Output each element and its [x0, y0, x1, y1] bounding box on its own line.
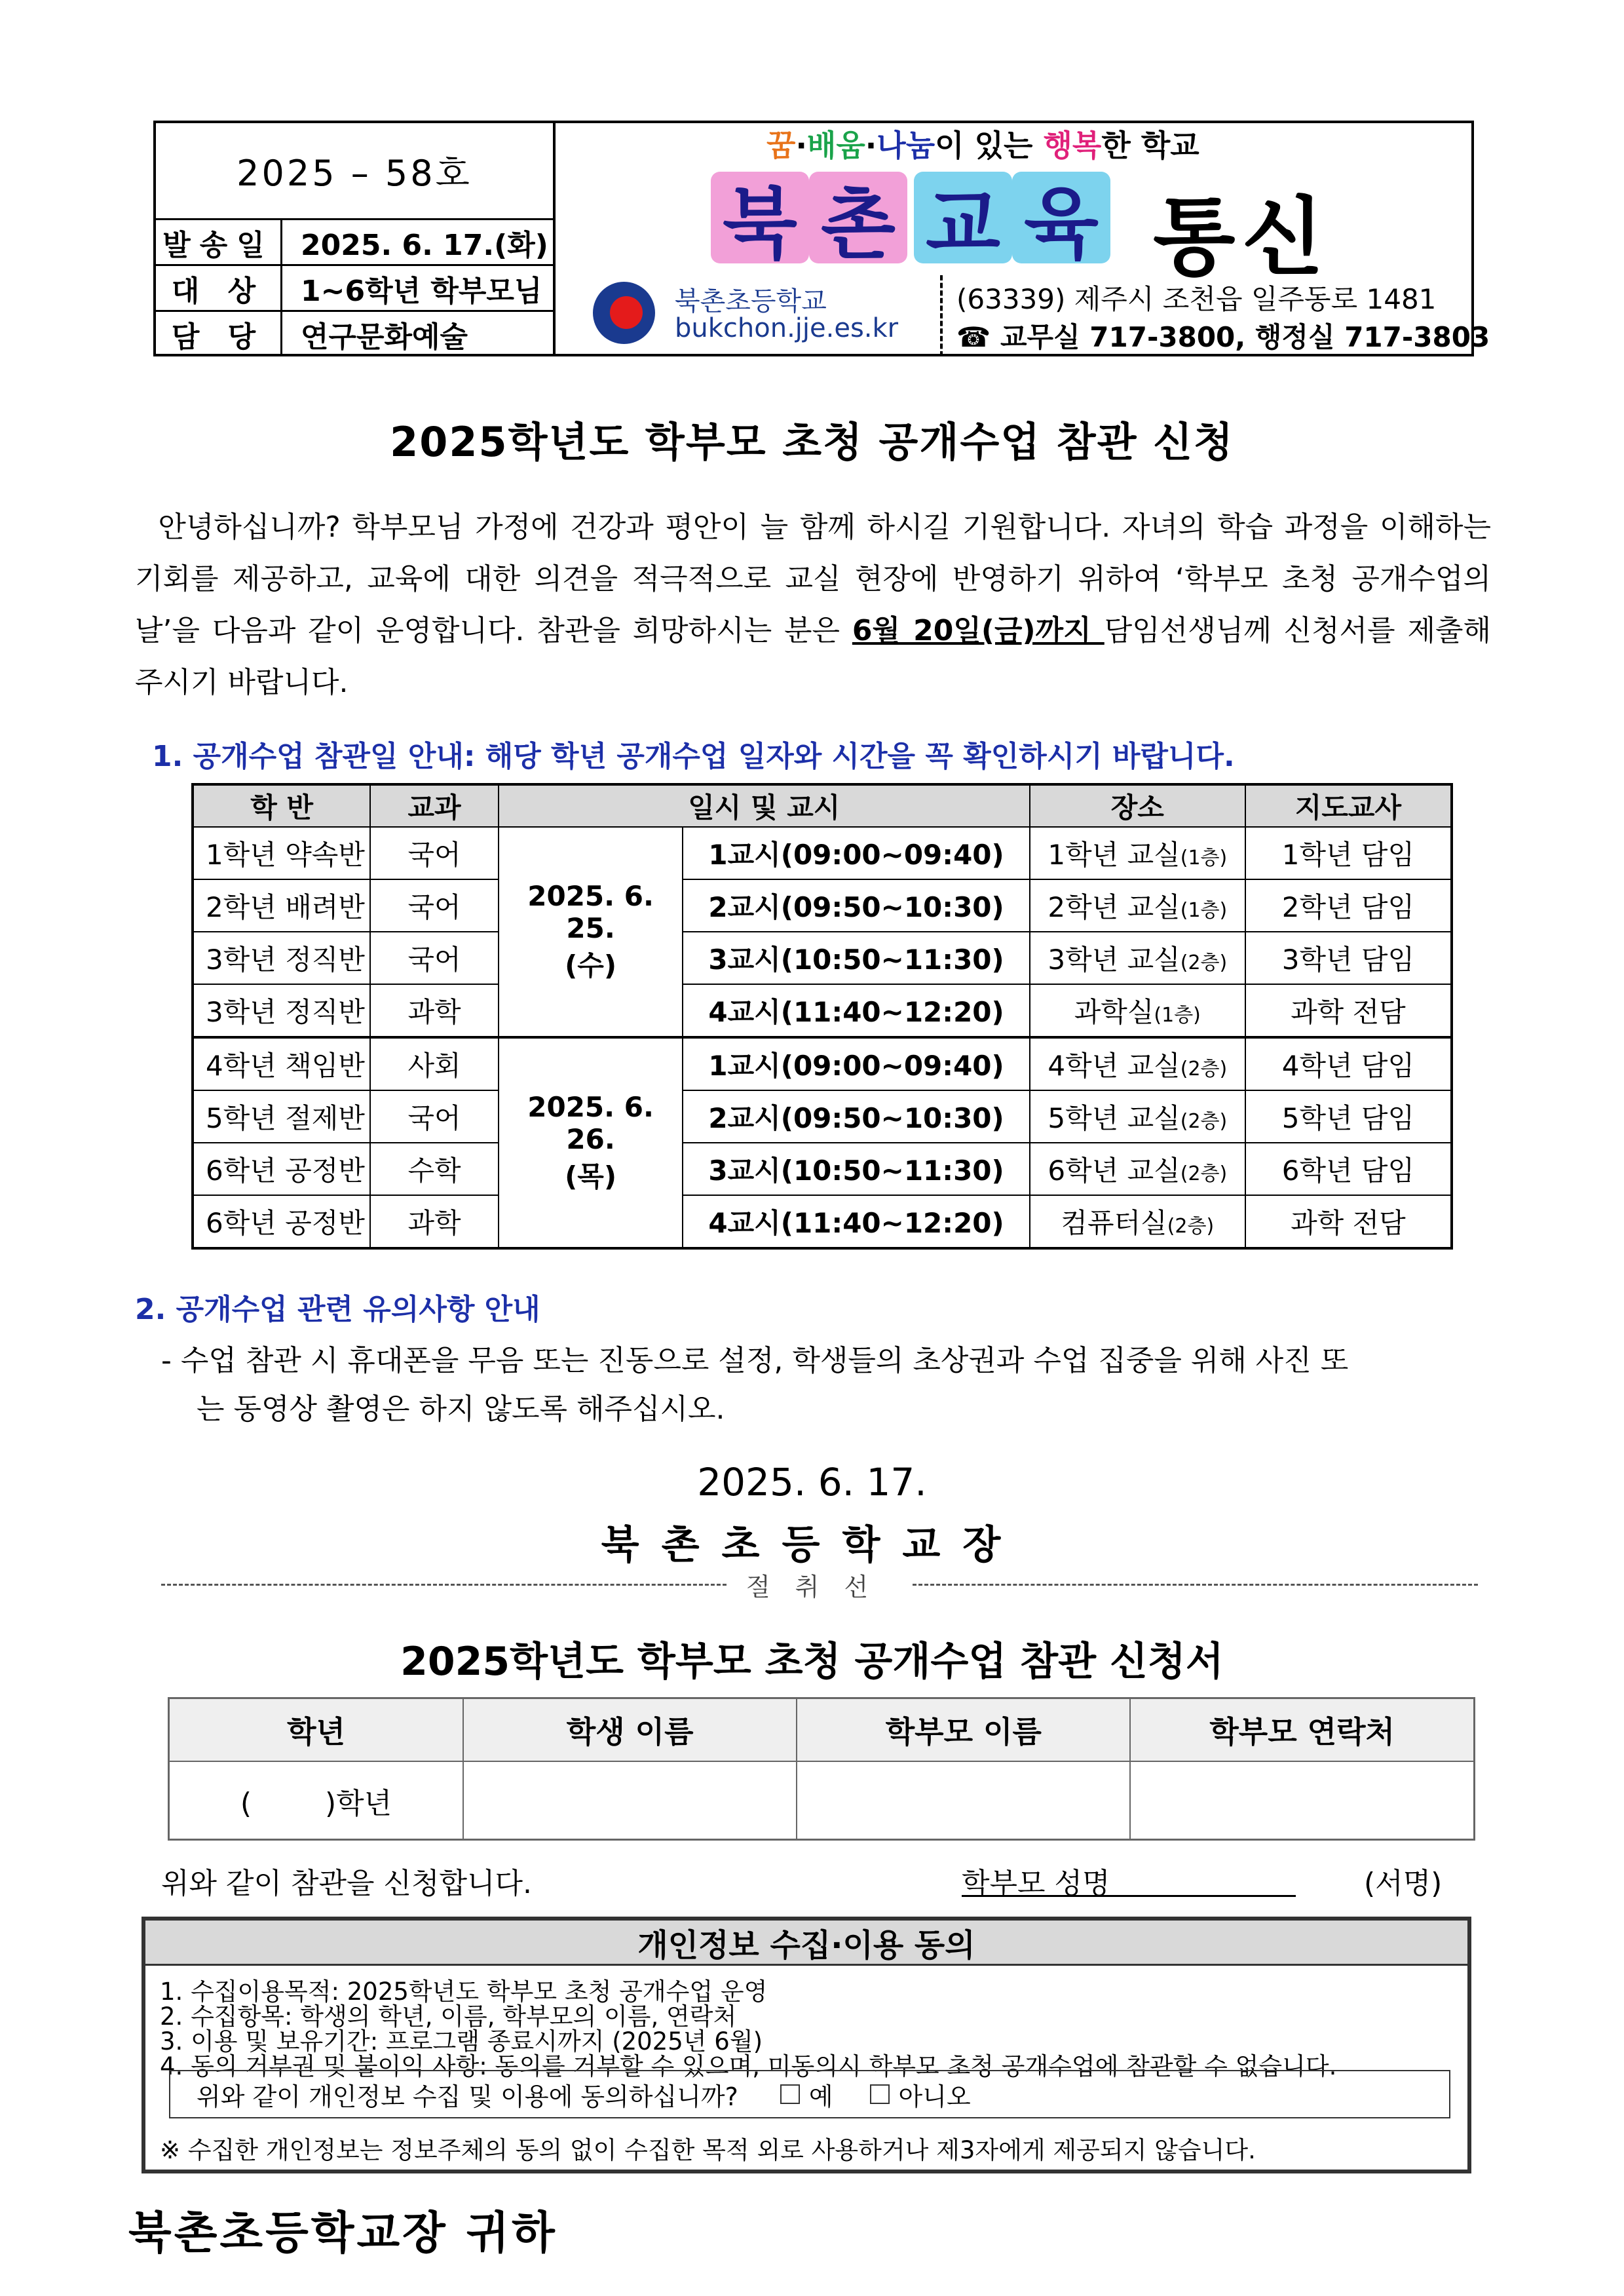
subject-cell: 수학 — [370, 1143, 499, 1195]
floor-text: (1층) — [1180, 899, 1228, 922]
table-row — [193, 879, 1452, 932]
date-cell — [499, 827, 683, 1037]
subject-cell: 국어 — [370, 932, 499, 984]
col-student-name: 학생 이름 — [463, 1698, 797, 1762]
table-row — [193, 1143, 1452, 1195]
class-cell: 3학년 정직반 — [193, 984, 370, 1037]
parent-name-field[interactable] — [797, 1761, 1130, 1840]
yes-checkbox[interactable] — [780, 2084, 800, 2104]
place-text: 3학년 교실 — [1048, 944, 1180, 976]
grade-field[interactable]: ( )학년 — [169, 1761, 464, 1840]
newsletter-title-tail: 통신 — [1153, 187, 1331, 287]
cut-line — [161, 1572, 1478, 1601]
subject-cell: 국어 — [370, 1090, 499, 1143]
privacy-item: 4. 동의 거부권 및 불이익 사항: 동의를 거부할 수 있으며, 미동의시 학부모 초청 공개수업에 참관할 수 없습니다. — [160, 2052, 1337, 2080]
period-cell: 4교시(11:40~12:20) — [683, 1195, 1029, 1248]
subject-cell: 과학 — [370, 1195, 499, 1248]
teacher-cell: 4학년 담임 — [1245, 1037, 1452, 1090]
place-cell — [1030, 984, 1245, 1037]
signature-line[interactable] — [962, 1895, 1296, 1897]
place-cell — [1030, 1195, 1245, 1248]
table-row — [193, 1037, 1452, 1090]
slogan-part: 배움 — [806, 128, 865, 163]
place-cell — [1030, 1037, 1245, 1090]
title-char-tile: 교 — [914, 172, 1012, 263]
yes-label: 예 — [808, 2082, 833, 2111]
teacher-cell: 과학 전담 — [1245, 1195, 1452, 1248]
title-char-tile: 북 — [711, 172, 809, 263]
place-cell — [1030, 932, 1245, 984]
apply-statement: 위와 같이 참관을 신청합니다. — [161, 1867, 532, 1900]
form-header-row — [169, 1698, 1475, 1762]
section-2-heading: 2. 공개수업 관련 유의사항 안내 — [135, 1293, 540, 1326]
school-slogan — [766, 122, 1199, 165]
period-cell: 1교시(09:00~09:40) — [683, 1037, 1029, 1090]
form-title: 2025학년도 학부모 초청 공개수업 참관 신청서 — [400, 1639, 1224, 1685]
place-cell — [1030, 827, 1245, 879]
target-row — [156, 264, 553, 310]
school-logo-icon — [593, 282, 655, 344]
date-cell — [499, 1037, 683, 1248]
place-text: 컴퓨터실 — [1061, 1207, 1167, 1239]
period-cell: 4교시(11:40~12:20) — [683, 984, 1029, 1037]
notice-line-1: - 수업 참관 시 휴대폰을 무음 또는 진동으로 설정, 학생들의 초상권과 수업 집중을 위해 사진 또 — [161, 1344, 1349, 1377]
privacy-item: 1. 수집이용목적: 2025학년도 학부모 초청 공개수업 운영 — [160, 1978, 768, 2006]
schedule-header-row — [193, 784, 1452, 827]
table-row — [193, 827, 1452, 879]
floor-text: (2층) — [1180, 951, 1228, 974]
class-cell: 5학년 절제반 — [193, 1090, 370, 1143]
place-text: 과학실 — [1074, 996, 1154, 1028]
title-char-tile: 육 — [1012, 172, 1110, 263]
privacy-item: 3. 이용 및 보유기간: 프로그램 종료시까지 (2025년 6월) — [160, 2027, 763, 2056]
col-place: 장소 — [1030, 784, 1245, 827]
principal-signature: 북촌초등학교장 — [601, 1522, 1023, 1568]
slogan-part: 행복 — [1043, 128, 1102, 163]
student-name-field[interactable] — [463, 1761, 797, 1840]
class-cell: 6학년 공정반 — [193, 1143, 370, 1195]
floor-text: (2층) — [1180, 1110, 1228, 1133]
manager-value: 연구문화예술 — [301, 320, 468, 354]
teacher-cell: 5학년 담임 — [1245, 1090, 1452, 1143]
teacher-cell: 3학년 담임 — [1245, 932, 1452, 984]
floor-text: (2층) — [1180, 1162, 1228, 1185]
slogan-part: 꿈 — [766, 128, 796, 163]
subject-cell: 국어 — [370, 879, 499, 932]
date-text: 2025. 6. 25. — [527, 880, 654, 944]
period-cell: 3교시(10:50~11:30) — [683, 1143, 1029, 1195]
col-teacher: 지도교사 — [1245, 784, 1452, 827]
parent-signature-label: 학부모 성명 — [962, 1867, 1110, 1900]
schedule-table — [191, 783, 1453, 1250]
page-title: 2025학년도 학부모 초청 공개수업 참관 신청 — [390, 418, 1234, 466]
col-parent-name: 학부모 이름 — [797, 1698, 1130, 1762]
form-input-row — [169, 1761, 1475, 1840]
school-phone: ☎ 교무실 717-3800, 행정실 717-3803 — [956, 321, 1490, 353]
slogan-part: · — [795, 128, 807, 163]
privacy-item: 2. 수집항목: 학생의 학년, 이름, 학부모의 이름, 연락처 — [160, 2002, 737, 2031]
class-cell: 1학년 약속반 — [193, 827, 370, 879]
subject-cell: 사회 — [370, 1037, 499, 1090]
parent-contact-field[interactable] — [1130, 1761, 1474, 1840]
no-label: 아니오 — [898, 2082, 971, 2111]
floor-text: (1층) — [1154, 1004, 1201, 1027]
title-char-tile: 촌 — [809, 172, 907, 263]
school-address: (63339) 제주시 조천읍 일주동로 1481 — [956, 283, 1437, 315]
floor-text: (1층) — [1180, 847, 1228, 870]
col-subject: 교과 — [370, 784, 499, 827]
send-date-label: 발송일 — [156, 220, 282, 264]
place-text: 5학년 교실 — [1048, 1102, 1180, 1134]
table-row — [193, 1195, 1452, 1248]
place-cell — [1030, 1090, 1245, 1143]
place-cell — [1030, 1143, 1245, 1195]
floor-text: (2층) — [1180, 1058, 1228, 1081]
cut-label: 절취선 — [746, 1572, 894, 1601]
period-cell: 3교시(10:50~11:30) — [683, 932, 1029, 984]
manager-row — [156, 310, 553, 356]
target-label: 대 상 — [156, 266, 282, 310]
signature-mark: (서명) — [1364, 1867, 1443, 1900]
manager-label: 담 당 — [156, 312, 282, 356]
place-text: 2학년 교실 — [1048, 891, 1180, 923]
period-cell: 1교시(09:00~09:40) — [683, 827, 1029, 879]
school-website: bukchon.jje.es.kr — [675, 313, 899, 343]
consent-question: 위와 같이 개인정보 수집 및 이용에 동의하십니까? — [197, 2082, 738, 2111]
place-text: 4학년 교실 — [1048, 1050, 1180, 1082]
date-text: 2025. 6. 26. — [527, 1091, 654, 1155]
school-name: 북촌초등학교 — [675, 286, 827, 316]
table-row — [193, 1090, 1452, 1143]
place-text: 6학년 교실 — [1048, 1155, 1180, 1187]
issue-number: 2025 – 58호 — [236, 153, 472, 194]
class-cell: 6학년 공정반 — [193, 1195, 370, 1248]
slogan-part: 나눔 — [877, 128, 935, 163]
privacy-consent-box — [142, 1917, 1471, 2173]
subject-cell: 과학 — [370, 984, 499, 1037]
issue-date: 2025. 6. 17. — [697, 1460, 927, 1504]
slogan-part: · — [865, 128, 877, 163]
intro-text: 안녕하십니까? 학부모님 가정에 건강과 평안이 늘 함께 하시길 기원합니다. 자녀의 학습 과정을 이해하는 기회를 제공하고, 교육에 대한 의견을 적극적으로 교실 현장에 반영하기 위하여 ‘학부모 초청 공개수업의 날’을 다음과 같이 운영합니다. 참관을 희망하시는 분은 — [135, 510, 1491, 647]
teacher-cell: 1학년 담임 — [1245, 827, 1452, 879]
privacy-note: ※ 수집한 개인정보는 정보주체의 동의 없이 수집한 목적 외로 사용하거나 제3자에게 제공되지 않습니다. — [160, 2136, 1256, 2164]
col-parent-contact: 학부모 연락처 — [1130, 1698, 1474, 1762]
place-text: 1학년 교실 — [1048, 839, 1180, 871]
consent-question-box — [169, 2070, 1450, 2118]
weekday-text: (수) — [565, 949, 617, 982]
class-cell: 4학년 책임반 — [193, 1037, 370, 1090]
target-value: 1~6학년 학부모님 — [301, 274, 542, 308]
subject-cell: 국어 — [370, 827, 499, 879]
floor-text: (2층) — [1167, 1215, 1215, 1238]
period-cell: 2교시(09:50~10:30) — [683, 1090, 1029, 1143]
slogan-part: 이 있는 — [935, 128, 1044, 163]
place-cell — [1030, 879, 1245, 932]
col-datetime: 일시 및 교시 — [499, 784, 1030, 827]
section-1-heading: 1. 공개수업 참관일 안내: 해당 학년 공개수업 일자와 시간을 꼭 확인하시기 바랍니다. — [152, 740, 1235, 773]
teacher-cell: 2학년 담임 — [1245, 879, 1452, 932]
weekday-text: (목) — [565, 1160, 617, 1193]
intro-paragraph — [135, 501, 1491, 708]
class-cell: 2학년 배려반 — [193, 879, 370, 932]
send-date-row — [156, 218, 553, 264]
no-checkbox[interactable] — [870, 2084, 890, 2104]
application-form-table — [168, 1697, 1475, 1841]
privacy-heading: 개인정보 수집·이용 동의 — [145, 1921, 1467, 1966]
addressee: 북촌초등학교장 귀하 — [128, 2208, 557, 2259]
notice-line-2: 는 동영상 촬영은 하지 않도록 해주십시오. — [197, 1392, 725, 1426]
issue-info-panel — [156, 123, 556, 354]
table-row — [193, 984, 1452, 1037]
table-row — [193, 932, 1452, 984]
col-grade: 학년 — [169, 1698, 464, 1762]
teacher-cell: 과학 전담 — [1245, 984, 1452, 1037]
intro-text-end: 담임선생님께 신청서를 제출해 주시기 바랍니다. — [135, 614, 1491, 699]
slogan-part: 한 학교 — [1101, 128, 1199, 163]
class-cell: 3학년 정직반 — [193, 932, 370, 984]
send-date-value: 2025. 6. 17.(화) — [301, 228, 548, 262]
teacher-cell: 6학년 담임 — [1245, 1143, 1452, 1195]
deadline: 6월 20일(금)까지 — [852, 614, 1105, 647]
period-cell: 2교시(09:50~10:30) — [683, 879, 1029, 932]
col-class: 학 반 — [193, 784, 370, 827]
